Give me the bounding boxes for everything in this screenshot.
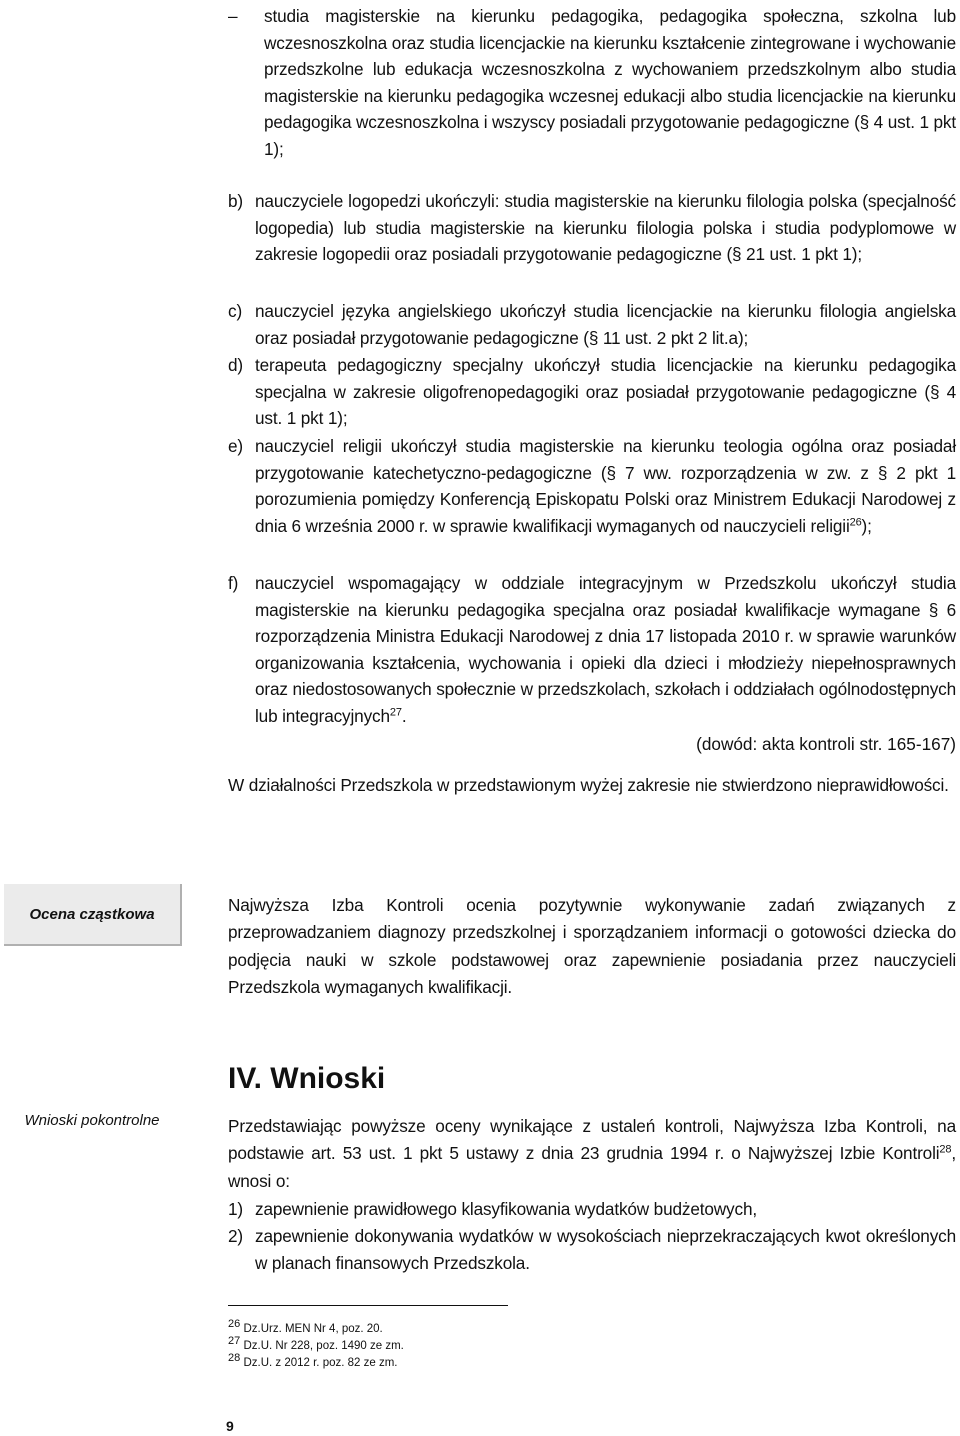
- list-item-text: nauczyciel religii ukończył studia magisterskie na kierunku teologia ogólna oraz posiadał przygotowanie katechetyczno-pedagogiczne (§ 7 ww. rozporządzenia w zw. z § 2 pkt 1 porozumienia pomiędzy Konferencją Episkopatu Polski oraz Ministrem Edukacji Narodowej z dnia 6 września 2000 r. w sprawie kwalifikacji wymaganych od nauczycieli religii: [255, 436, 956, 536]
- request-item-1: [228, 1196, 956, 1223]
- list-item-b: [228, 188, 956, 268]
- footnote-number: 28: [228, 1352, 241, 1365]
- footnote-divider: [228, 1305, 508, 1306]
- list-marker: e): [228, 436, 243, 456]
- intro-tail: , wnosi o:: [228, 1143, 956, 1191]
- list-marker: 1): [228, 1199, 243, 1219]
- footnote-ref[interactable]: 27: [389, 706, 402, 719]
- footnote-number: 26: [228, 1318, 241, 1331]
- list-item-text-wrap: [255, 433, 956, 539]
- intro-text: Przedstawiając powyższe oceny wynikające z ustaleń kontroli, Najwyższa Izba Kontroli, na podstawie art. 53 ust. 1 pkt 5 ustawy z dnia 23 grudnia 1994 r. o Najwyższej Izbie Kontroli: [228, 1116, 956, 1164]
- footnote-number: 27: [228, 1335, 241, 1348]
- list-item-dash: [228, 3, 956, 163]
- partial-assessment-label: Ocena cząstkowa: [4, 884, 182, 946]
- footnote-ref[interactable]: 28: [939, 1143, 952, 1156]
- list-item-text: terapeuta pedagogiczny specjalny ukończył studia licencjackie na kierunku pedagogika specjalna w zakresie oligofrenopedagogiki oraz posiadał przygotowanie pedagogiczne (§ 4 ust. 1 pkt 1);: [255, 355, 956, 429]
- list-item-text: nauczyciel języka angielskiego ukończył studia licencjackie na kierunku filologia angielska oraz posiadał przygotowanie pedagogiczne (§ 11 ust. 2 pkt 2 lit.a);: [255, 301, 956, 348]
- partial-assessment-text: Najwyższa Izba Kontroli ocenia pozytywnie wykonywanie zadań związanych z przeprowadzaniem diagnozy przedszkolnej i sporządzaniem informacji o gotowości dziecka do podjęcia nauki w szkole podstawowej oraz zapewnienie posiadania przez nauczycieli Przedszkola wymaganych kwalifikacji.: [228, 895, 956, 998]
- footnote-text: Dz.Urz. MEN Nr 4, poz. 20.: [240, 1323, 383, 1335]
- conclusions-intro: [228, 1113, 956, 1195]
- list-item-tail: );: [861, 515, 872, 536]
- request-item-2: [228, 1223, 956, 1276]
- dash-marker: –: [228, 6, 238, 26]
- list-item-tail: .: [401, 705, 407, 726]
- list-item-e: [228, 433, 956, 539]
- conclusion-paragraph: W działalności Przedszkola w przedstawionym wyżej zakresie nie stwierdzono nieprawidłowości.: [228, 775, 949, 795]
- evidence-note: (dowód: akta kontroli str. 165-167): [696, 734, 956, 754]
- list-item-text: nauczyciele logopedzi ukończyli: studia magisterskie na kierunku filologia polska (specjalność logopedia) lub studia magisterskie na kierunku filologia polska i studia podyplomowe w zakresie logopedii oraz posiadali przygotowanie pedagogiczne (§ 21 ust. 1 pkt 1);: [255, 191, 956, 265]
- footnote-27: [228, 1335, 404, 1354]
- footnote-text: Dz.U. Nr 228, poz. 1490 ze zm.: [240, 1340, 404, 1352]
- section-heading: IV. Wnioski: [228, 1062, 386, 1095]
- list-marker: 2): [228, 1226, 243, 1246]
- list-marker: f): [228, 573, 239, 593]
- list-item-text: nauczyciel wspomagający w oddziale integracyjnym w Przedszkolu ukończył studia magisterskie na kierunku pedagogika specjalna oraz posiadał kwalifikacje wymagane § 6 rozporządzenia Ministra Edukacji Narodowej z dnia 17 listopada 2010 r. w sprawie warunków organizowania kształcenia, wychowania i opieki dla dzieci i młodzieży niepełnosprawnych oraz niedostosowanych społecznie w przedszkolach, szkołach i oddziałach ogólnodostępnych lub integracyjnych: [255, 573, 956, 726]
- footnote-26: [228, 1318, 383, 1337]
- list-item-d: [228, 352, 956, 432]
- page-number: 9: [226, 1418, 234, 1434]
- list-item-text-wrap: [255, 570, 956, 730]
- list-marker: b): [228, 191, 243, 211]
- side-label-conclusions: Wnioski pokontrolne: [24, 1112, 160, 1129]
- footnote-ref[interactable]: 26: [849, 516, 862, 529]
- list-marker: c): [228, 301, 243, 321]
- footnote-28: [228, 1352, 398, 1371]
- request-text: zapewnienie dokonywania wydatków w wysokościach nieprzekraczających kwot określonych w planach finansowych Przedszkola.: [255, 1226, 956, 1273]
- list-item-text: studia magisterskie na kierunku pedagogika, pedagogika społeczna, szkolna lub wczesnoszkolna oraz studia licencjackie na kierunku kształcenie zintegrowane i wychowanie przedszkolne lub edukacja wczesnoszkolna z wychowaniem przedszkolnym albo studia magisterskie na kierunku pedagogika wczesnej edukacji albo studia licencjackie na kierunku pedagogika wczesnoszkolna i wszyscy posiadali przygotowanie pedagogiczne (§ 4 ust. 1 pkt 1);: [264, 6, 956, 159]
- request-text: zapewnienie prawidłowego klasyfikowania wydatków budżetowych,: [255, 1199, 757, 1219]
- list-item-c: [228, 298, 956, 351]
- list-marker: d): [228, 355, 243, 375]
- footnote-text: Dz.U. z 2012 r. poz. 82 ze zm.: [240, 1357, 398, 1369]
- list-item-f: [228, 570, 956, 730]
